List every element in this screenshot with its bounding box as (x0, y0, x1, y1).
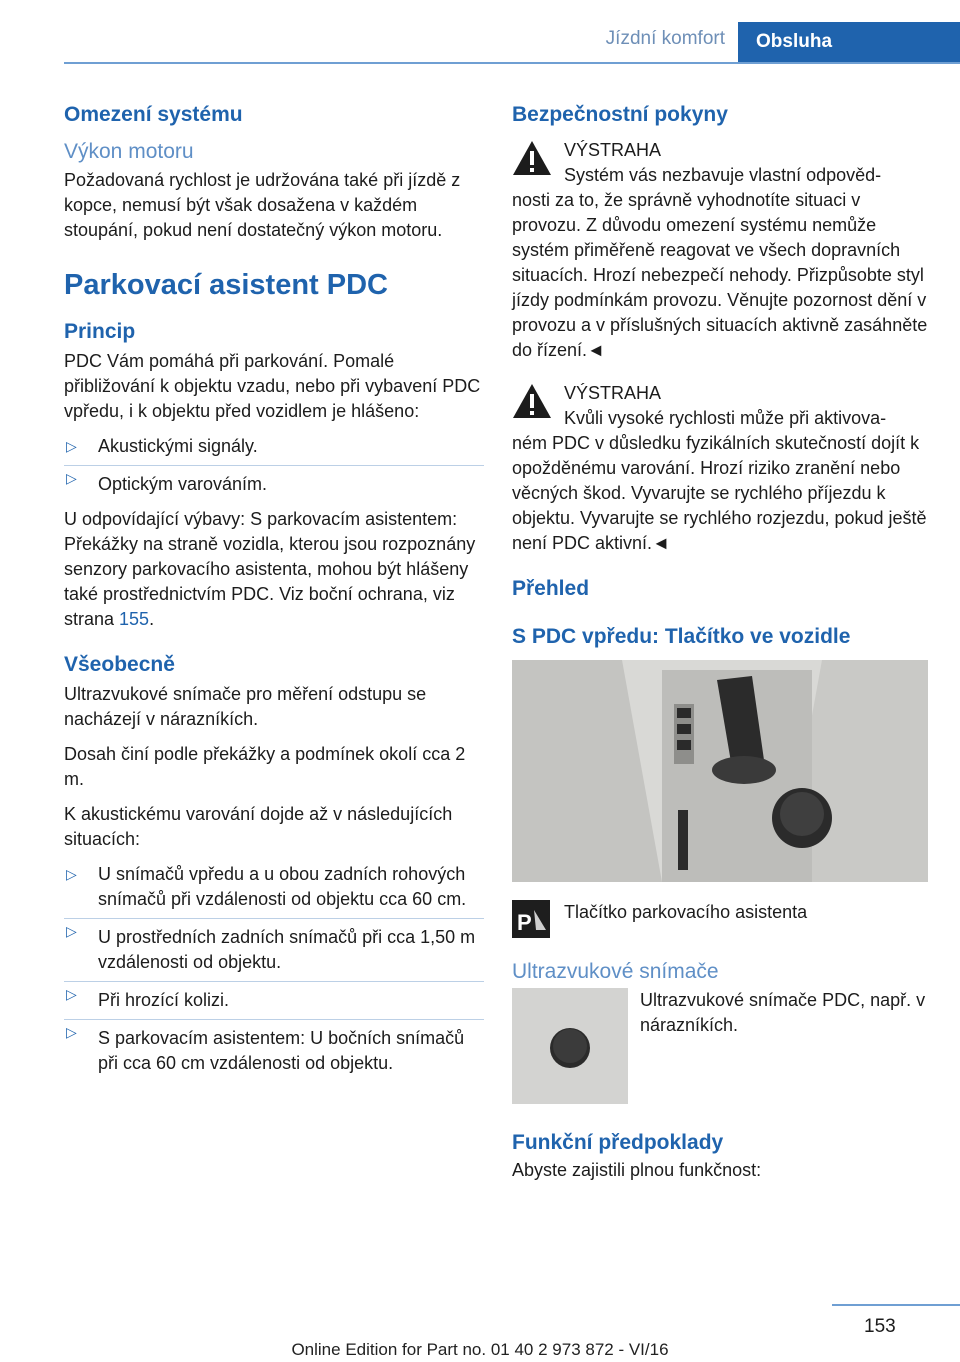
warning-title: VÝSTRAHA (564, 140, 662, 160)
paragraph-general-3: K akustickému varování dojde až v následujících situacích: (64, 804, 453, 849)
heading-pdc: Parkovací asistent PDC (64, 269, 388, 301)
heading-general: Všeobecně (64, 653, 175, 676)
bullet-list-situations (64, 862, 484, 1076)
sensor-text: Ultrazvukové snímače PDC, např. v nárazníkích. (640, 990, 926, 1035)
bullet-triangle-icon: ▷ (66, 866, 77, 882)
heading-engine-power: Výkon motoru (64, 140, 194, 163)
list-item: ▷ Akustickými signály. (64, 434, 484, 459)
sensor-block (512, 988, 932, 1106)
warning-title: VÝSTRAHA (564, 383, 662, 403)
list-item: ▷ Při hrozící kolizi. (64, 981, 484, 1013)
caption-text: Tlačítko parkovacího asistenta (564, 902, 808, 922)
right-column (512, 100, 932, 1193)
list-item: ▷ Optickým varováním. (64, 465, 484, 497)
bullet-triangle-icon: ▷ (66, 923, 77, 939)
paragraph-principle: PDC Vám pomáhá při parkování. Pomalé přibližování k objektu vzadu, nebo při vybavení PDC vpředu, i k objektu před vozidlem je hlášeno: (64, 351, 481, 421)
warning-text-start: Kvůli vysoké rychlosti může při aktivova‐ (564, 408, 887, 428)
heading-system-limits: Omezení systému (64, 103, 243, 126)
heading-ultrasonic-sensors: Ultrazvukové snímače (512, 960, 719, 983)
heading-overview: Přehled (512, 577, 590, 600)
bullet-triangle-icon: ▷ (66, 438, 77, 454)
heading-principle: Princip (64, 320, 136, 343)
section-tab: Jízdní komfort (605, 28, 725, 49)
svg-text:P: P (517, 910, 532, 935)
chapter-tab: Obsluha (738, 22, 960, 62)
edition-footer: Online Edition for Part no. 01 40 2 973 872 - VI/16 (291, 1340, 669, 1359)
parking-assistant-button-icon (512, 900, 550, 938)
list-item: ▷ U snímačů vpředu a u obou zadních rohových snímačů při vzdálenosti od objektu cca 60 cm. (66, 864, 467, 909)
warning-block (512, 138, 932, 363)
warning-triangle-icon (512, 140, 552, 176)
heading-front-pdc-button: S PDC vpředu: Tlačítko ve vozidle (512, 625, 851, 648)
warning-triangle-icon (512, 383, 552, 419)
bullet-triangle-icon: ▷ (66, 1024, 77, 1040)
ultrasonic-sensor-photo (512, 988, 628, 1104)
list-item: ▷ U prostředních zadních snímačů při cca 1,50 m vzdálenosti od objektu. (64, 918, 484, 975)
paragraph-general-1: Ultrazvukové snímače pro měření odstupu se nacházejí v nárazníkích. (64, 684, 427, 729)
pdc-button-caption (512, 900, 932, 940)
footer-rule (832, 1304, 960, 1306)
warning-text: nosti za to, že správně vyhodnotíte situaci v provozu. Z důvodu omezení systému nemůže systém přiměřeně reagovat ve všech dopravních situacích. Hrozí nebezpečí nehody. Přizpůsobte styl jízdy podmínkám provozu. Věnujte pozornost dění v provozu a v příslušných situacích aktivně zasáhněte do řízení.◄ (512, 190, 928, 360)
paragraph-equipment: U odpovídající výbavy: S parkovacím asistentem: Překážky na straně vozidla, kterou jsou rozpoznány senzory parkovacího asistenta, mohou být hlášeny také prostřednictvím PDC. Viz boční ochrana, viz strana 155. (64, 509, 476, 629)
bullet-triangle-icon: ▷ (66, 470, 77, 486)
bullet-triangle-icon: ▷ (66, 986, 77, 1002)
warning-text-start: Systém vás nezbavuje vlastní odpověd‐ (564, 165, 882, 185)
bullet-list-signals (64, 434, 484, 497)
heading-requirements: Funkční předpoklady (512, 1131, 724, 1154)
page-number: 153 (864, 1316, 896, 1337)
list-item: ▷ S parkovacím asistentem: U bočních snímačů při cca 60 cm vzdálenosti od objektu. (64, 1019, 484, 1076)
center-console-photo (512, 660, 928, 882)
header-rule (64, 62, 960, 64)
warning-block (512, 381, 932, 556)
paragraph-general-2: Dosah činí podle překážky a podmínek okolí cca 2 m. (64, 744, 466, 789)
paragraph-requirements: Abyste zajistili plnou funkčnost: (512, 1160, 762, 1180)
page-header (0, 0, 960, 64)
page-link[interactable]: 155 (119, 609, 150, 629)
left-column (64, 100, 484, 1086)
paragraph-engine-power: Požadovaná rychlost je udržována také při jízdě z kopce, nemusí být však dosažena v každém stoupání, pokud není dostatečný výkon motoru. (64, 170, 461, 240)
warning-text: ném PDC v důsledku fyzikálních skutečností dojít k opožděnému varování. Hrozí riziko zranění nebo věcných škod. Vyvarujte se rychlého příjezdu k objektu. Vyvarujte se rychlého rozjezdu, pokud ještě není PDC aktivní.◄ (512, 433, 927, 553)
heading-safety: Bezpečnostní pokyny (512, 103, 728, 126)
